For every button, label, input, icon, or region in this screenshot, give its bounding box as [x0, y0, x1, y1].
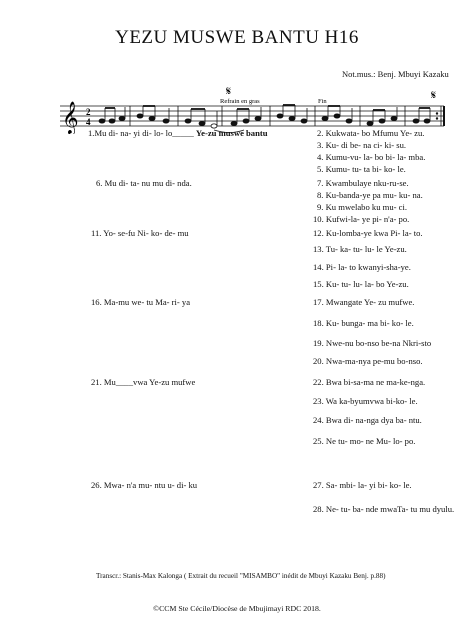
verse-text: Kumu- tu- ta bi- ko- le. [323, 164, 406, 174]
verse-text: Ne tu- mo- ne Mu- lo- po. [323, 436, 416, 446]
verse-line [313, 244, 407, 254]
verse-number: 1. [88, 128, 95, 138]
verse-number: 10. [313, 214, 324, 224]
time-signature-bottom: 4 [86, 117, 91, 127]
verse-text: Kumu-vu- la- bo bi- la- mba. [323, 152, 426, 162]
verse-number: 9. [317, 202, 324, 212]
verse-line [91, 228, 189, 238]
verse-number: 22. [313, 377, 324, 387]
verse-line [317, 164, 406, 174]
verse-line [313, 504, 454, 514]
verse-text: Bwa bi-sa-ma ne ma-ke-nga. [323, 377, 426, 387]
verse-text: Mu____vwa Ye-zu mufwe [101, 377, 196, 387]
verse-text: Bwa di- na-nga dya ba- ntu. [323, 415, 422, 425]
verse-line [313, 396, 418, 406]
verse-number: 2. [317, 128, 324, 138]
verse-number: 14. [313, 262, 324, 272]
verse-line [313, 228, 423, 238]
verse-line [317, 140, 406, 150]
verse-number: 3. [317, 140, 324, 150]
verse-text: Ku- bunga- ma bi- ko- le. [323, 318, 414, 328]
verse-line [313, 436, 415, 446]
segno-icon: 𝄋 [226, 86, 232, 98]
transcription-note: Transcr.: Stanis-Max Kalonga ( Extrait du recueil "MISAMBO" inédit de Mbuyi Kazaku Benj. p.88) [96, 572, 386, 580]
verse-line [91, 297, 190, 307]
verse-line [313, 214, 409, 224]
verse-line [317, 152, 425, 162]
verse-number: 26. [91, 480, 102, 490]
verse-line [313, 377, 425, 387]
verse-number: 8. [317, 190, 324, 200]
verse-text: Ku- di be- na ci- ki- su. [323, 140, 407, 150]
verse-line [313, 356, 423, 366]
copyright-notice: ©CCM Ste Cécile/Diocèse de Mbujimayi RDC 2018. [153, 604, 321, 613]
verse-line [313, 338, 431, 348]
treble-clef-icon [62, 101, 79, 134]
verse-number: 21. [91, 377, 102, 387]
verse-number: 4. [317, 152, 324, 162]
verse-text: Mu di- ta- nu mu di- nda. [102, 178, 192, 188]
verse-text: Tu- ka- tu- lu- le Ye-zu. [323, 244, 407, 254]
verse-line [313, 318, 414, 328]
verse-line [91, 377, 195, 387]
verse-line [313, 262, 411, 272]
verse-text: Ku-banda-ye pa mu- ku- na. [323, 190, 423, 200]
verse-number: 25. [313, 436, 324, 446]
verse-line [96, 178, 192, 188]
verse-number: 7. [317, 178, 324, 188]
verse-text: Kufwi-la- ye pi- n'a- po. [323, 214, 410, 224]
verse-number: 11. [91, 228, 102, 238]
time-signature-top: 2 [86, 107, 91, 117]
verse-number: 5. [317, 164, 324, 174]
verse-text: Nwa-ma-nya pe-mu bo-nso. [323, 356, 423, 366]
verse-number: 24. [313, 415, 324, 425]
verse-line [313, 480, 412, 490]
verse-number: 17. [313, 297, 324, 307]
verse-line [317, 202, 407, 212]
verse-text: Kwambulaye nku-ru-se. [323, 178, 409, 188]
verse-number: 23. [313, 396, 324, 406]
verse-number: 19. [313, 338, 324, 348]
verse-text: Mwangate Ye- zu mufwe. [323, 297, 415, 307]
verse-text: Sa- mbi- la- yi bi- ko- le. [323, 480, 412, 490]
verse-line [313, 279, 409, 289]
verse-line [91, 480, 197, 490]
music-staff [60, 86, 455, 134]
verse-text: Kukwata- bo Mfumu Ye- zu. [323, 128, 425, 138]
verse-text: Ku-lomba-ye kwa Pi- la- to. [323, 228, 423, 238]
verse-text: Mu di- na- yi di- lo- lo_____ [94, 128, 196, 138]
verse-number: 15. [313, 279, 324, 289]
segno-icon: 𝄋 [431, 88, 437, 102]
verse-text: Pi- la- to kwanyi-sha-ye. [323, 262, 411, 272]
verse-line [313, 297, 414, 307]
verse-number: 13. [313, 244, 324, 254]
verse-line [313, 415, 422, 425]
verse-number: 6. [96, 178, 103, 188]
refrain-marker: Refrain en gras [220, 98, 260, 105]
fin-marker: Fin [318, 98, 327, 105]
svg-text:𝄞: 𝄞 [62, 101, 79, 134]
verse-text: Nwe-nu bo-nso be-na Nkri-sto [323, 338, 432, 348]
verse-number: 20. [313, 356, 324, 366]
verse-line [88, 128, 268, 138]
verse-number: 16. [91, 297, 102, 307]
verse-line [317, 190, 423, 200]
verse-text: Mwa- n'a mu- ntu u- di- ku [101, 480, 198, 490]
verse-line [317, 128, 424, 138]
verse-number: 12. [313, 228, 324, 238]
refrain-text: Ye-zu muswe bantu [195, 128, 268, 138]
verse-text: Wa ka-byumvwa bi-ko- le. [323, 396, 418, 406]
verse-text: Ku- tu- lu- la- bo Ye-zu. [323, 279, 409, 289]
verse-number: 18. [313, 318, 324, 328]
music-notation-credit: Not.mus.: Benj. Mbuyi Kazaku [342, 69, 449, 79]
verse-line [317, 178, 409, 188]
song-title: YEZU MUSWE BANTU H16 [115, 27, 359, 48]
verse-number: 27. [313, 480, 324, 490]
verse-number: 28. [313, 504, 324, 514]
verse-text: Ne- tu- ba- nde mwaTa- tu mu dyulu. [323, 504, 455, 514]
verse-text: Yo- se-fu Ni- ko- de- mu [101, 228, 189, 238]
verse-text: Ma-mu we- tu Ma- ri- ya [101, 297, 191, 307]
verse-text: Ku mwelabo ku mu- ci. [323, 202, 407, 212]
